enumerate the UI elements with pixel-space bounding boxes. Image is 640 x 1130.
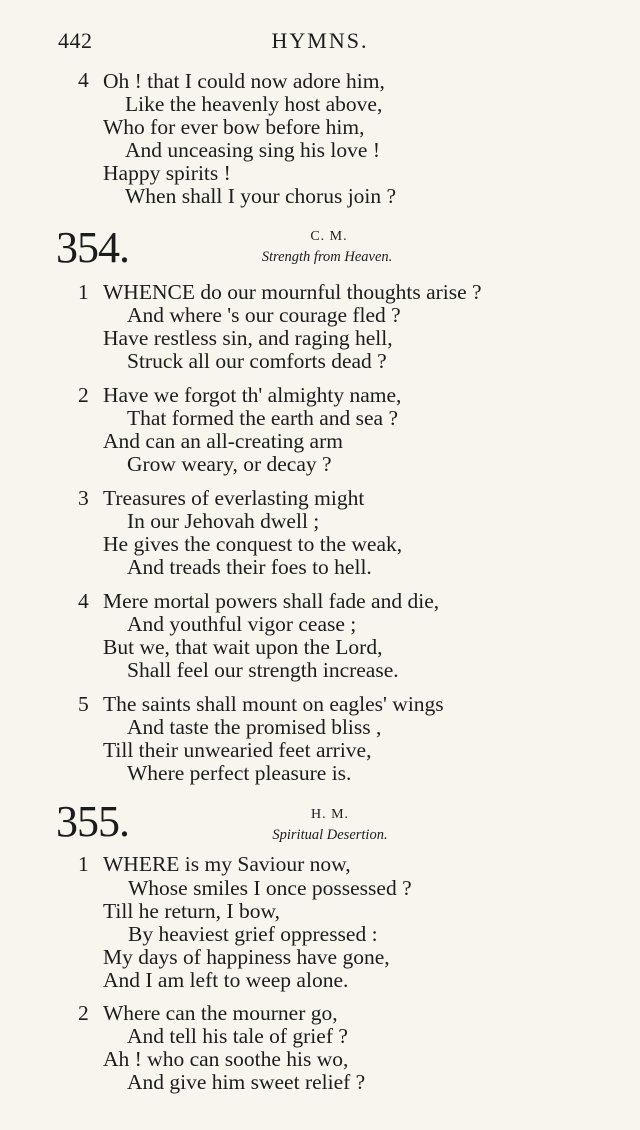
verse-line: When shall I your chorus join ? [125, 184, 397, 208]
verse-number: 2 [78, 383, 89, 407]
verse-line: And tell his tale of grief ? [127, 1024, 348, 1048]
verse-number: 4 [78, 68, 89, 92]
verse-line: Happy spirits ! [103, 161, 231, 185]
verse-line: In our Jehovah dwell ; [127, 509, 320, 533]
verse-line: Struck all our comforts dead ? [127, 349, 387, 373]
page-number: 442 [58, 28, 93, 53]
verse-number: 5 [78, 692, 89, 716]
verse-line: Oh ! that I could now adore him, [103, 69, 385, 93]
verse-line: That formed the earth and sea ? [127, 406, 399, 430]
hymn-meter: H. M. [310, 807, 350, 822]
verse-line: WHERE is my Saviour now, [103, 852, 351, 876]
verse-line: WHENCE do our mournful thoughts arise ? [103, 280, 482, 304]
verse-line: Have restless sin, and raging hell, [103, 326, 393, 350]
verse-line: Ah ! who can soothe his wo, [103, 1047, 349, 1071]
verse-line: Till he return, I bow, [103, 899, 280, 923]
verse-number: 1 [78, 852, 89, 876]
verse-line: And taste the promised bliss , [127, 715, 382, 739]
verse-line: And treads their foes to hell. [127, 555, 372, 579]
hymn-subject: Spiritual Desertion. [272, 827, 388, 843]
hymn-number: 354. [56, 223, 129, 272]
running-title: HYMNS. [271, 28, 369, 53]
verse-line: By heaviest grief oppressed : [128, 922, 378, 946]
verse-line: He gives the conquest to the weak, [103, 532, 403, 556]
verse-line: Till their unwearied feet arrive, [103, 738, 372, 762]
verse-line: Have we forgot th' almighty name, [103, 383, 402, 407]
verse-line: And give him sweet relief ? [127, 1070, 366, 1094]
verse-line: Like the heavenly host above, [125, 92, 383, 116]
verse-line: Where perfect pleasure is. [127, 761, 352, 785]
verse-line: Where can the mourner go, [103, 1001, 338, 1025]
verse-line: Shall feel our strength increase. [127, 658, 399, 682]
verse-number: 2 [78, 1001, 89, 1025]
verse-number: 1 [78, 280, 89, 304]
verse-line: And I am left to weep alone. [103, 968, 349, 992]
verse-line: And unceasing sing his love ! [125, 138, 380, 162]
hymn-number: 355. [56, 797, 129, 846]
page-header [0, 28, 640, 54]
verse-line: Mere mortal powers shall fade and die, [103, 589, 440, 613]
verse-number: 4 [78, 589, 89, 613]
verse-number: 3 [78, 486, 89, 510]
verse-line: And youthful vigor cease ; [127, 612, 357, 636]
verse-line: And where 's our courage fled ? [127, 303, 401, 327]
verse-line: Whose smiles I once possessed ? [128, 876, 412, 900]
verse-line: Grow weary, or decay ? [127, 452, 332, 476]
verse-line: And can an all-creating arm [103, 429, 343, 453]
verse-line: But we, that wait upon the Lord, [103, 635, 383, 659]
hymn-subject: Strength from Heaven. [261, 249, 393, 265]
verse-line: The saints shall mount on eagles' wings [103, 692, 444, 716]
verse-line: Treasures of everlasting might [103, 486, 365, 510]
verse-line: My days of happiness have gone, [103, 945, 390, 969]
hymn-meter: C. M. [310, 229, 348, 244]
verse-line: Who for ever bow before him, [103, 115, 365, 139]
